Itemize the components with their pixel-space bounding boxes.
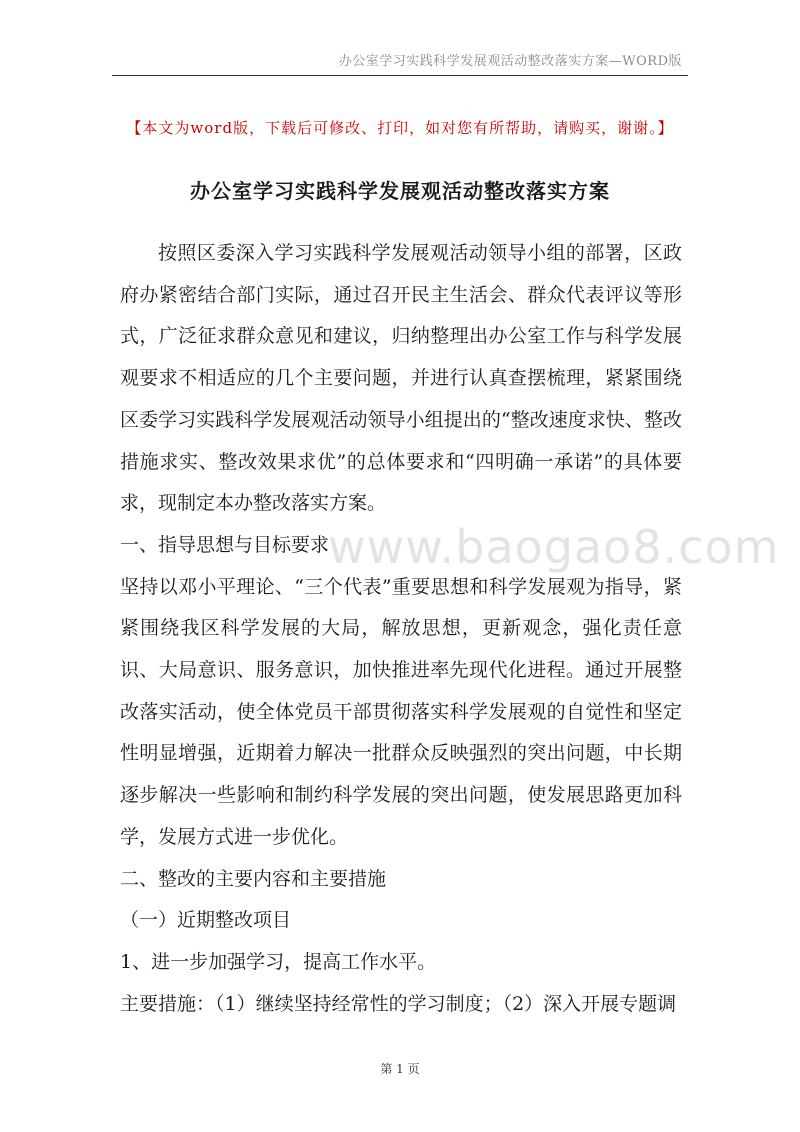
item-heading: 1、进一步加强学习，提高工作水平。 (120, 950, 437, 973)
section-heading-2: 二、整改的主要内容和主要措施 (120, 867, 387, 890)
intro-paragraph: 按照区委深入学习实践科学发展观活动领导小组的部署，区政府办紧密结合部门实际，通过召开民主生活会、群众代表评议等形式，广泛征求群众意见和建议，归纳整理出办公室工作与科学发展观要求不相适应的几个主要问题，并进行认真查摆梳理，紧紧围绕区委学习实践科学发展观活动领导小组提出的“整改速度求快、整改措施求实、整改效果求优”的总体要求和“四明确一承诺”的具体要求，现制定本办整改落实方案。 (120, 242, 682, 515)
watermark: www.baogao8.com (328, 520, 780, 574)
document-title: 办公室学习实践科学发展观活动整改落实方案 (190, 179, 610, 203)
measures-paragraph: 主要措施：（1）继续坚持经常性的学习制度；（2）深入开展专题调 (120, 992, 677, 1015)
section-heading-1: 一、指导思想与目标要求 (120, 533, 330, 556)
guiding-paragraph: 坚持以邓小平理论、“三个代表”重要思想和科学发展观为指导，紧紧围绕我区科学发展的大局，解放思想，更新观念，强化责任意识、大局意识、服务意识，加快推进率先现代化进程。通过开展整改落实活动，使全体党员干部贯彻落实科学发展观的自觉性和坚定性明显增强，近期着力解决一批群众反映强烈的突出问题，中长期逐步解决一些影响和制约科学发展的突出问题，使发展思路更加科学，发展方式进一步优化。 (120, 575, 682, 848)
header-divider (112, 75, 688, 76)
page-number: 第 1 页 (380, 1062, 420, 1076)
page-header-text: 办公室学习实践科学发展观活动整改落实方案—WORD版 (338, 54, 682, 69)
download-notice: 【本文为word版，下载后可修改、打印，如对您有所帮助，请购买，谢谢。】 (126, 119, 674, 137)
document-body (120, 233, 682, 1025)
subsection-heading: （一）近期整改项目 (120, 909, 292, 932)
